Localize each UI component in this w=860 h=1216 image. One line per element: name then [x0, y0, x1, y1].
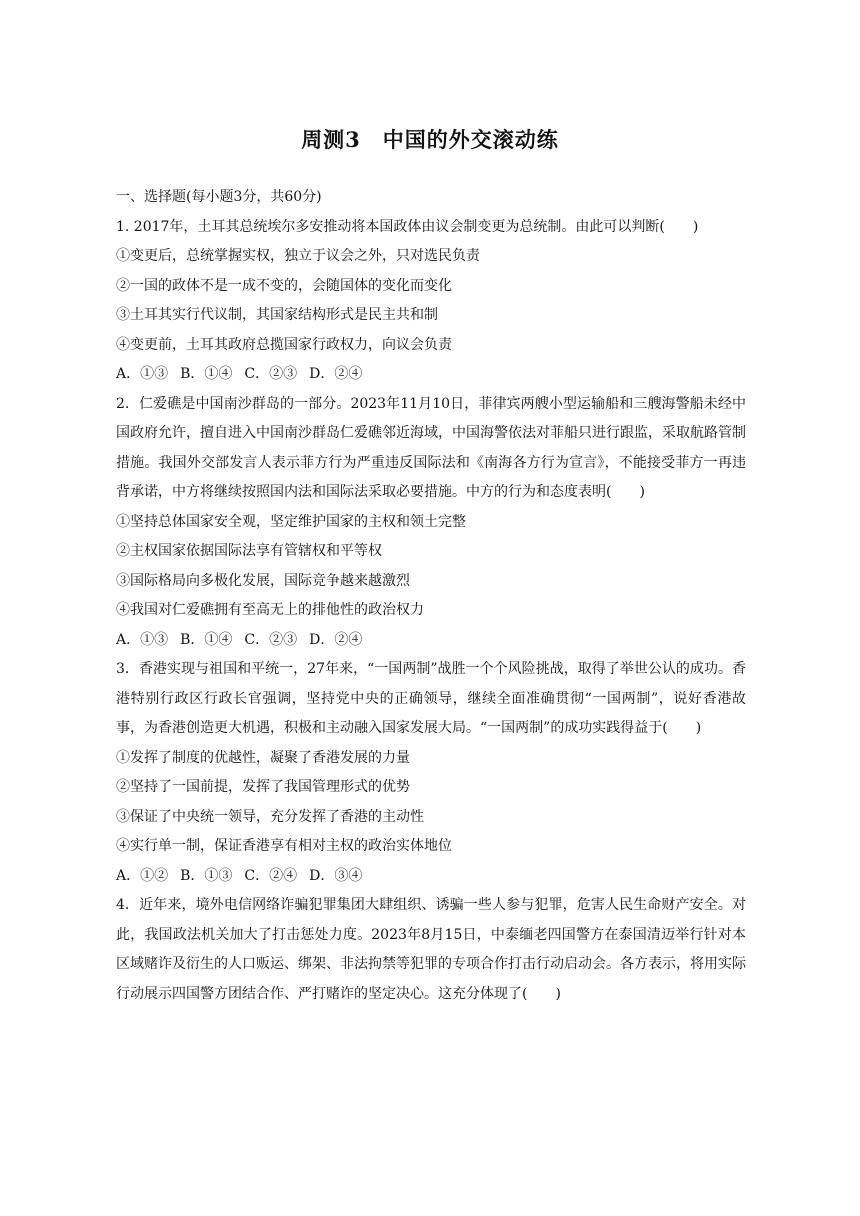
- question-stem: 4．近年来，境外电信网络诈骗犯罪集团大肆组织、诱骗一些人参与犯罪，危害人民生命财产安全。对此，我国政法机关加大了打击惩处力度。2023年8月15日，中泰缅老四国警方在泰国清迈举行针对本区域赌诈及衍生的人口贩运、绑架、非法拘禁等犯罪的专项合作打击行动启动会。各方表示，将用实际行动展示四国警方团结合作、严打赌诈的坚定决心。这充分体现了( ): [116, 897, 746, 1002]
- statement: ④我国对仁爱礁拥有至高无上的排他性的政治权力: [116, 602, 424, 618]
- section-header: 一、选择题(每小题3分，共60分): [116, 189, 322, 205]
- option-b[interactable]: B．①④: [180, 366, 233, 382]
- question-stem: 1. 2017年，土耳其总统埃尔多安推动将本国政体由议会制变更为总统制。由此可以判断( ): [116, 218, 699, 235]
- answer-options: [116, 360, 746, 390]
- option-c[interactable]: C．②③: [244, 366, 298, 382]
- statement: ②主权国家依据国际法享有管辖权和平等权: [116, 543, 382, 559]
- question-stem: 3．香港实现与祖国和平统一，27年来，“一国两制”战胜一个个风险挑战，取得了举世公认的成功。香港特别行政区行政长官强调，坚持党中央的正确领导，继续全面准确贯彻“一国两制”，说好香港故事，为香港创造更大机遇，积极和主动融入国家发展大局。“一国两制”的成功实践得益于( ): [116, 661, 746, 736]
- statement: ④实行单一制，保证香港享有相对主权的政治实体地位: [116, 838, 452, 854]
- statement: ③土耳其实行代议制，其国家结构形式是民主共和制: [116, 307, 438, 323]
- question-1: [116, 213, 746, 390]
- statement: ①发挥了制度的优越性，凝聚了香港发展的力量: [116, 749, 410, 766]
- option-b[interactable]: B．①④: [180, 631, 233, 648]
- option-d[interactable]: D．③④: [309, 867, 363, 884]
- statement: ①坚持总体国家安全观，坚定维护国家的主权和领土完整: [116, 513, 466, 530]
- option-b[interactable]: B．①③: [180, 867, 233, 884]
- option-a[interactable]: A．①②: [116, 867, 169, 884]
- question-4: [116, 891, 746, 1009]
- option-c[interactable]: C．②④: [244, 867, 298, 884]
- question-stem: 2．仁爱礁是中国南沙群岛的一部分。2023年11月10日，菲律宾两艘小型运输船和三艘海警船未经中国政府允许，擅自进入中国南沙群岛仁爱礁邻近海域，中国海警依法对菲船只进行跟监，采取航路管制措施。我国外交部发言人表示菲方行为严重违反国际法和《南海各方行为宣言》，不能接受菲方一再违背承诺，中方将继续按照国内法和国际法采取必要措施。中方的行为和态度表明( ): [116, 395, 746, 500]
- statement: ③国际格局向多极化发展，国际竞争越来越激烈: [116, 572, 410, 589]
- exam-content: [116, 183, 746, 1009]
- question-3: [116, 655, 746, 891]
- statement: ②一国的政体不是一成不变的，会随国体的变化而变化: [116, 277, 452, 294]
- statement: ③保证了中央统一领导，充分发挥了香港的主动性: [116, 808, 424, 825]
- option-d[interactable]: D．②④: [309, 631, 363, 648]
- option-a[interactable]: A．①③: [116, 631, 169, 648]
- answer-options: [116, 862, 746, 892]
- statement: ②坚持了一国前提，发挥了我国管理形式的优势: [116, 779, 410, 795]
- option-c[interactable]: C．②③: [244, 631, 298, 648]
- option-a[interactable]: A．①③: [116, 366, 169, 382]
- statement: ①变更后，总统掌握实权，独立于议会之外，只对选民负责: [116, 248, 480, 264]
- statement: ④变更前，土耳其政府总揽国家行政权力，向议会负责: [116, 336, 452, 353]
- option-d[interactable]: D．②④: [309, 366, 363, 382]
- page-title: 周测3 中国的外交滚动练: [301, 127, 559, 152]
- answer-options: [116, 626, 746, 656]
- question-2: [116, 390, 746, 656]
